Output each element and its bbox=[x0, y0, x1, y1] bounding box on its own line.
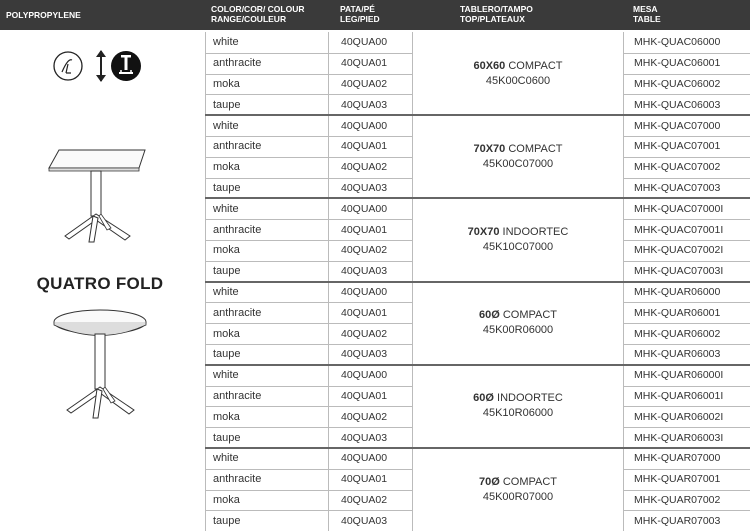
top-spec-line bbox=[479, 475, 557, 490]
colour-cell: taupe bbox=[205, 261, 328, 282]
colour-cell: moka bbox=[205, 240, 328, 261]
leg-code-cell: 40QUA00 bbox=[328, 115, 412, 136]
row-divider bbox=[205, 94, 412, 95]
row-divider bbox=[623, 74, 750, 75]
leg-code-cell: 40QUA00 bbox=[328, 365, 412, 386]
leg-code-cell: 40QUA02 bbox=[328, 406, 412, 427]
colour-cell: moka bbox=[205, 157, 328, 178]
row-divider bbox=[623, 219, 750, 220]
row-divider bbox=[205, 136, 412, 137]
table-code-cell: MHK-QUAR06000 bbox=[623, 282, 750, 303]
colour-cell: moka bbox=[205, 490, 328, 511]
top-size: 60Ø bbox=[473, 392, 494, 405]
colour-cell: taupe bbox=[205, 178, 328, 199]
header-top-line1: TABLERO/TAMPO bbox=[460, 4, 533, 14]
leg-code-cell: 40QUA02 bbox=[328, 490, 412, 511]
top-code: 45K00R06000 bbox=[482, 324, 554, 337]
table-code-cell: MHK-QUAC06003 bbox=[623, 94, 750, 115]
row-divider bbox=[205, 323, 412, 324]
row-divider bbox=[205, 219, 412, 220]
row-divider bbox=[205, 469, 412, 470]
top-code: 45K00C0600 bbox=[485, 74, 551, 87]
square-table-drawing bbox=[45, 144, 155, 244]
product-name: QUATRO FOLD bbox=[36, 274, 164, 293]
row-divider bbox=[623, 240, 750, 241]
colour-cell: moka bbox=[205, 74, 328, 95]
header-colour-line1: COLOR/COR/ COLOUR bbox=[211, 4, 305, 14]
colour-cell: anthracite bbox=[205, 386, 328, 407]
row-divider bbox=[623, 406, 750, 407]
top-description-cell bbox=[412, 32, 623, 115]
leg-code-cell: 40QUA03 bbox=[328, 344, 412, 365]
colour-cell: anthracite bbox=[205, 136, 328, 157]
leg-code-cell: 40QUA01 bbox=[328, 136, 412, 157]
top-finish: COMPACT bbox=[508, 142, 563, 155]
top-size: 70X70 bbox=[473, 142, 506, 155]
header-top-line2: TOP/PLATEAUX bbox=[460, 14, 525, 24]
row-divider bbox=[623, 178, 750, 179]
top-finish: COMPACT bbox=[508, 59, 563, 72]
header-table-line1: MESA bbox=[633, 4, 658, 14]
header-material-label: POLYPROPYLENE bbox=[6, 10, 81, 20]
row-divider bbox=[623, 53, 750, 54]
colour-cell: anthracite bbox=[205, 219, 328, 240]
top-size: 70Ø bbox=[478, 475, 500, 488]
top-description-cell bbox=[412, 365, 623, 448]
top-code: 45K00C07000 bbox=[482, 157, 554, 170]
table-code-cell: MHK-QUAR06001I bbox=[623, 386, 750, 407]
top-finish: INDOORTEC bbox=[502, 225, 569, 238]
row-divider bbox=[623, 136, 750, 137]
group-divider bbox=[205, 364, 750, 366]
top-code: 45K10C07000 bbox=[482, 240, 554, 253]
colour-cell: white bbox=[205, 448, 328, 469]
leg-code-cell: 40QUA03 bbox=[328, 261, 412, 282]
row-divider bbox=[205, 157, 412, 158]
top-finish: INDOORTEC bbox=[497, 392, 563, 405]
table-code-cell: MHK-QUAC06002 bbox=[623, 74, 750, 95]
table-code-cell: MHK-QUAR07000 bbox=[623, 448, 750, 469]
top-description-cell bbox=[412, 282, 623, 365]
top-finish: COMPACT bbox=[502, 475, 558, 488]
top-size: 70X70 bbox=[467, 225, 500, 238]
row-divider bbox=[623, 157, 750, 158]
top-spec-line bbox=[473, 59, 562, 74]
leg-code-cell: 40QUA02 bbox=[328, 74, 412, 95]
top-description-cell bbox=[412, 198, 623, 281]
top-finish: COMPACT bbox=[502, 309, 558, 322]
leg-code-cell: 40QUA02 bbox=[328, 323, 412, 344]
row-divider bbox=[623, 94, 750, 95]
header-table-line2: TABLE bbox=[633, 14, 661, 24]
table-code-cell: MHK-QUAR07002 bbox=[623, 490, 750, 511]
header-material bbox=[0, 0, 205, 30]
top-description-cell bbox=[412, 448, 623, 531]
colour-cell: taupe bbox=[205, 94, 328, 115]
colour-cell: taupe bbox=[205, 427, 328, 448]
colour-cell: white bbox=[205, 32, 328, 53]
leg-code-cell: 40QUA03 bbox=[328, 510, 412, 531]
row-divider bbox=[205, 178, 412, 179]
top-code: 45K00R07000 bbox=[482, 490, 554, 503]
colour-cell: anthracite bbox=[205, 53, 328, 74]
header-leg bbox=[328, 0, 412, 30]
row-divider bbox=[623, 427, 750, 428]
table-code-cell: MHK-QUAC07001 bbox=[623, 136, 750, 157]
colour-cell: white bbox=[205, 198, 328, 219]
leg-code-cell: 40QUA01 bbox=[328, 386, 412, 407]
row-divider bbox=[205, 510, 412, 511]
row-divider bbox=[205, 386, 412, 387]
row-divider bbox=[623, 386, 750, 387]
leg-code-cell: 40QUA00 bbox=[328, 282, 412, 303]
table-code-cell: MHK-QUAR06003 bbox=[623, 344, 750, 365]
colour-cell: taupe bbox=[205, 344, 328, 365]
colour-cell: white bbox=[205, 282, 328, 303]
header-colour bbox=[205, 0, 328, 30]
round-table-drawing bbox=[45, 308, 155, 423]
colour-cell: anthracite bbox=[205, 469, 328, 490]
leg-code-cell: 40QUA00 bbox=[328, 448, 412, 469]
header-colour-line2: RANGE/COULEUR bbox=[211, 14, 287, 24]
colour-cell: moka bbox=[205, 406, 328, 427]
row-divider bbox=[205, 406, 412, 407]
top-spec-line bbox=[473, 142, 562, 157]
table-code-cell: MHK-QUAC07000I bbox=[623, 198, 750, 219]
table-code-cell: MHK-QUAC07003 bbox=[623, 178, 750, 199]
leg-code-cell: 40QUA02 bbox=[328, 157, 412, 178]
colour-cell: white bbox=[205, 115, 328, 136]
table-code-cell: MHK-QUAC06000 bbox=[623, 32, 750, 53]
leg-code-cell: 40QUA03 bbox=[328, 94, 412, 115]
top-spec-line bbox=[479, 308, 557, 323]
top-size: 60Ø bbox=[478, 309, 500, 322]
leg-code-cell: 40QUA03 bbox=[328, 427, 412, 448]
row-divider bbox=[205, 74, 412, 75]
top-spec-line bbox=[468, 225, 569, 240]
table-code-cell: MHK-QUAC07002 bbox=[623, 157, 750, 178]
group-divider bbox=[205, 281, 750, 283]
row-divider bbox=[205, 344, 412, 345]
table-code-cell: MHK-QUAC07003I bbox=[623, 261, 750, 282]
row-divider bbox=[205, 302, 412, 303]
table-code-cell: MHK-QUAR06003I bbox=[623, 427, 750, 448]
row-divider bbox=[205, 261, 412, 262]
row-divider bbox=[623, 344, 750, 345]
top-spec-line bbox=[473, 391, 563, 406]
height-adjust-icon bbox=[94, 48, 108, 84]
table-code-cell: MHK-QUAR07001 bbox=[623, 469, 750, 490]
header-top bbox=[412, 0, 623, 30]
top-size: 60X60 bbox=[473, 59, 506, 72]
row-divider bbox=[623, 490, 750, 491]
table-code-cell: MHK-QUAC06001 bbox=[623, 53, 750, 74]
header-leg-line1: PATA/PÉ bbox=[340, 4, 375, 14]
row-divider bbox=[205, 427, 412, 428]
group-divider bbox=[205, 114, 750, 116]
leg-code-cell: 40QUA00 bbox=[328, 198, 412, 219]
row-divider bbox=[205, 240, 412, 241]
colour-cell: anthracite bbox=[205, 302, 328, 323]
row-divider bbox=[205, 53, 412, 54]
row-divider bbox=[623, 469, 750, 470]
leg-code-cell: 40QUA01 bbox=[328, 302, 412, 323]
group-divider bbox=[205, 197, 750, 199]
leg-code-cell: 40QUA01 bbox=[328, 469, 412, 490]
leg-code-cell: 40QUA03 bbox=[328, 178, 412, 199]
colour-cell: taupe bbox=[205, 510, 328, 531]
table-code-cell: MHK-QUAR06001 bbox=[623, 302, 750, 323]
leg-code-cell: 40QUA01 bbox=[328, 53, 412, 74]
top-description-cell bbox=[412, 115, 623, 198]
colour-cell: white bbox=[205, 365, 328, 386]
row-divider bbox=[205, 490, 412, 491]
top-code: 45K10R06000 bbox=[482, 407, 554, 420]
header-table bbox=[623, 0, 750, 30]
row-divider bbox=[623, 302, 750, 303]
folding-table-icon bbox=[110, 50, 142, 82]
leg-code-cell: 40QUA01 bbox=[328, 219, 412, 240]
outdoor-use-icon bbox=[52, 50, 84, 82]
table-code-cell: MHK-QUAC07000 bbox=[623, 115, 750, 136]
colour-cell: moka bbox=[205, 323, 328, 344]
leg-code-cell: 40QUA00 bbox=[328, 32, 412, 53]
row-divider bbox=[623, 510, 750, 511]
table-code-cell: MHK-QUAR07003 bbox=[623, 510, 750, 531]
table-code-cell: MHK-QUAC07001I bbox=[623, 219, 750, 240]
product-panel bbox=[0, 30, 205, 531]
table-code-cell: MHK-QUAR06000I bbox=[623, 365, 750, 386]
table-code-cell: MHK-QUAR06002I bbox=[623, 406, 750, 427]
header-leg-line2: LEG/PIED bbox=[340, 14, 380, 24]
group-divider bbox=[205, 447, 750, 449]
row-divider bbox=[623, 261, 750, 262]
table-code-cell: MHK-QUAR06002 bbox=[623, 323, 750, 344]
table-code-cell: MHK-QUAC07002I bbox=[623, 240, 750, 261]
row-divider bbox=[623, 323, 750, 324]
leg-code-cell: 40QUA02 bbox=[328, 240, 412, 261]
